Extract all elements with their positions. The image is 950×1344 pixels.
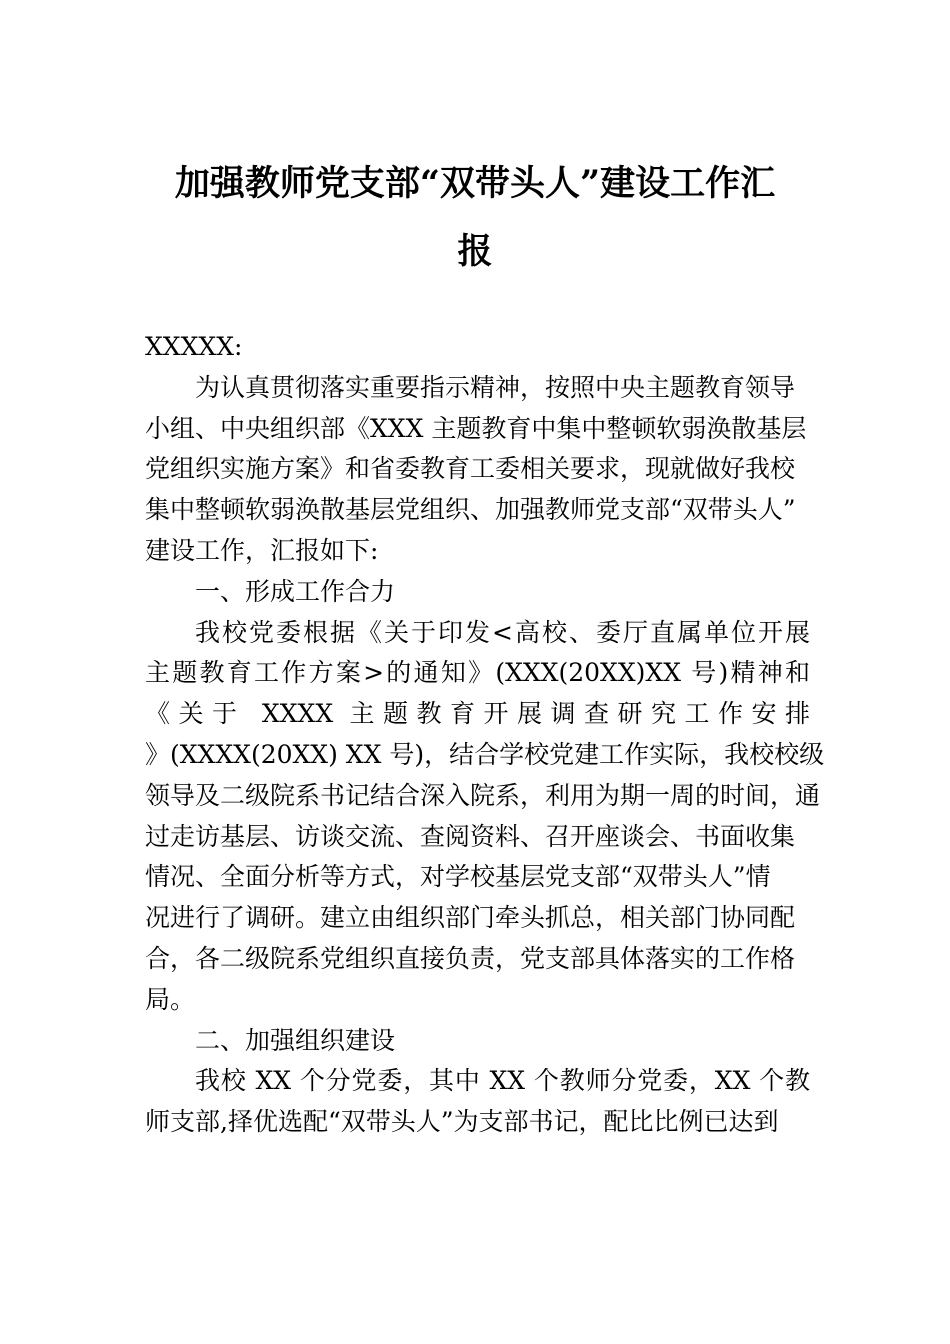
- paragraph-line: 我校党委根据《关于印发<高校、委厅直属单位开展: [195, 617, 810, 647]
- paragraph-line: 为认真贯彻落实重要指示精神，按照中央主题教育领导: [195, 372, 796, 402]
- paragraph-line: 情况、全面分析等方式，对学校基层党支部“双带头人”情: [145, 862, 771, 892]
- paragraph-line: 过走访基层、访谈交流、查阅资料、召开座谈会、书面收集: [145, 821, 796, 851]
- paragraph-line: 局。: [145, 984, 196, 1014]
- salutation: XXXXX:: [145, 332, 243, 361]
- paragraph-line: 》(XXXX(20XX) XX 号)，结合学校党建工作实际，我校校级: [145, 739, 825, 769]
- section-heading: 二、加强组织建设: [195, 1025, 396, 1055]
- paragraph-line: 小组、中央组织部《XXX 主题教育中集中整顿软弱涣散基层: [145, 413, 807, 443]
- paragraph-line: 《关于 XXXX 主题教育开展调查研究工作安排: [145, 699, 810, 729]
- paragraph-line: 主题教育工作方案>的通知》(XXX(20XX)XX 号)精神和: [145, 658, 810, 688]
- paragraph-line: 集中整顿软弱涣散基层党组织、加强教师党支部“双带头人”: [145, 495, 796, 525]
- paragraph-line: 况进行了调研。建立由组织部门牵头抓总，相关部门协同配: [145, 903, 796, 933]
- paragraph-line: 合，各二级院系党组织直接负责，党支部具体落实的工作格: [145, 943, 796, 973]
- document-body: [145, 327, 825, 1143]
- paragraph-line: 领导及二级院系书记结合深入院系，利用为期一周的时间，通: [145, 780, 821, 810]
- document-title-line-1: 加强教师党支部“双带头人”建设工作汇: [174, 163, 776, 204]
- paragraph-line: 我校 XX 个分党委，其中 XX 个教师分党委，XX 个教: [195, 1066, 810, 1096]
- section-heading: 一、形成工作合力: [195, 576, 396, 606]
- paragraph-line: 党组织实施方案》和省委教育工委相关要求，现就做好我校: [145, 454, 796, 484]
- paragraph-line: 师支部,择优选配“双带头人”为支部书记，配比比例已达到: [145, 1107, 779, 1137]
- paragraph-line: 建设工作，汇报如下:: [145, 535, 379, 565]
- document-title-line-2: 报: [457, 231, 493, 272]
